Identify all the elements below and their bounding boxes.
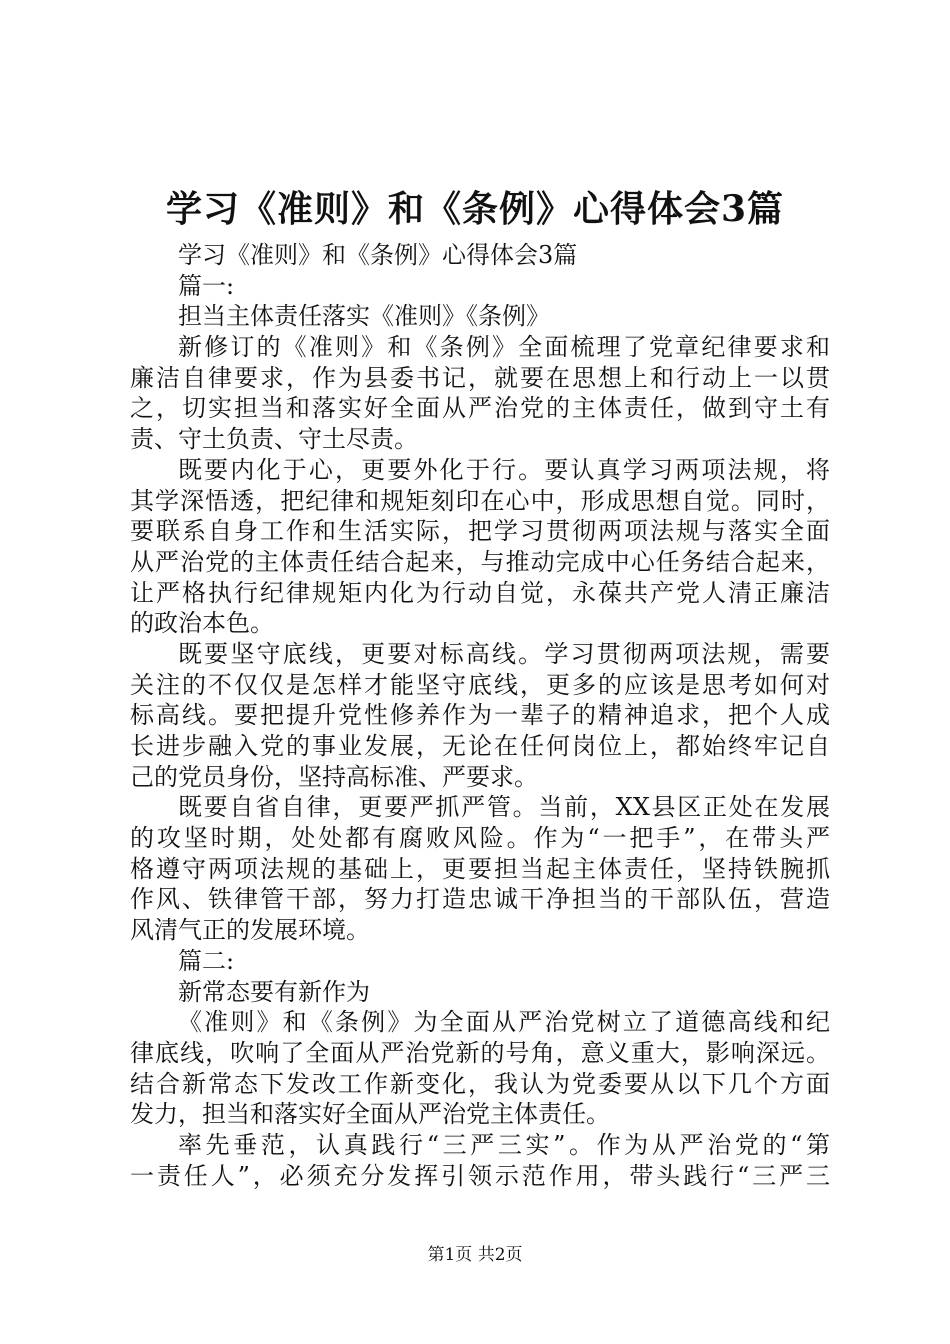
paragraph-line: 《准则》和《条例》为全面从严治党树立了道德高线和纪 — [178, 1008, 830, 1037]
paragraph-line: 既要自省自律，更要严抓严管。当前，XX县区正处在发展 — [178, 793, 830, 822]
paragraph-line: 既要内化于心，更要外化于行。要认真学习两项法规，将 — [178, 455, 830, 484]
section-heading: 篇一: — [178, 271, 235, 300]
paragraph-line: 责、守土负责、守土尽责。 — [130, 425, 418, 454]
section-heading: 篇二: — [178, 946, 235, 975]
paragraph-line: 己的党员身份，坚持高标准、严要求。 — [130, 762, 538, 791]
paragraph-line: 格遵守两项法规的基础上，更要担当起主体责任，坚持铁腕抓 — [130, 854, 830, 883]
paragraph-line: 作风、铁律管干部，努力打造忠诚干净担当的干部队伍，营造 — [130, 885, 830, 914]
document-body — [130, 240, 830, 1191]
paragraph-line: 发力，担当和落实好全面从严治党主体责任。 — [130, 1100, 610, 1129]
document-title: 学习《准则》和《条例》心得体会3篇 — [165, 188, 785, 230]
paragraph-line: 结合新常态下发改工作新变化，我认为党委要从以下几个方面 — [130, 1069, 830, 1098]
paragraph-line: 要联系自身工作和生活实际，把学习贯彻两项法规与落实全面 — [130, 517, 830, 546]
paragraph-line: 既要坚守底线，更要对标高线。学习贯彻两项法规，需要 — [178, 639, 830, 668]
section-title: 担当主体责任落实《准则》《条例》 — [178, 302, 550, 331]
paragraph-line: 风清气正的发展环境。 — [130, 916, 370, 945]
paragraph-line: 一责任人”，必须充分发挥引领示范作用，带头践行“三严三 — [130, 1161, 830, 1190]
paragraph-line: 长进步融入党的事业发展，无论在任何岗位上，都始终牢记自 — [130, 732, 830, 760]
paragraph-line: 的攻坚时期，处处都有腐败风险。作为“一把手”，在带头严 — [130, 824, 830, 853]
page-number: 第1页 共2页 — [427, 1245, 523, 1265]
subtitle-line: 学习《准则》和《条例》心得体会3篇 — [178, 241, 578, 269]
paragraph-line: 廉洁自律要求，作为县委书记，就要在思想上和行动上一以贯 — [130, 363, 830, 392]
paragraph-line: 律底线，吹响了全面从严治党新的号角，意义重大，影响深远。 — [130, 1038, 830, 1067]
paragraph-line: 让严格执行纪律规矩内化为行动自觉，永葆共产党人清正廉洁 — [130, 578, 830, 607]
paragraph-line: 从严治党的主体责任结合起来，与推动完成中心任务结合起来， — [130, 547, 830, 576]
paragraph-line: 之，切实担当和落实好全面从严治党的主体责任，做到守土有 — [130, 394, 830, 423]
paragraph-line: 的政治本色。 — [130, 609, 274, 638]
paragraph-line: 新修订的《准则》和《条例》全面梳理了党章纪律要求和 — [178, 333, 830, 362]
paragraph-line: 率先垂范，认真践行“三严三实”。作为从严治党的“第 — [178, 1130, 830, 1159]
paragraph-line: 关注的不仅仅是怎样才能坚守底线，更多的应该是思考如何对 — [130, 670, 830, 699]
paragraph-line: 其学深悟透，把纪律和规矩刻印在心中，形成思想自觉。同时， — [130, 486, 830, 515]
paragraph-line: 标高线。要把提升党性修养作为一辈子的精神追求，把个人成 — [130, 701, 830, 730]
section-title: 新常态要有新作为 — [178, 977, 370, 1006]
